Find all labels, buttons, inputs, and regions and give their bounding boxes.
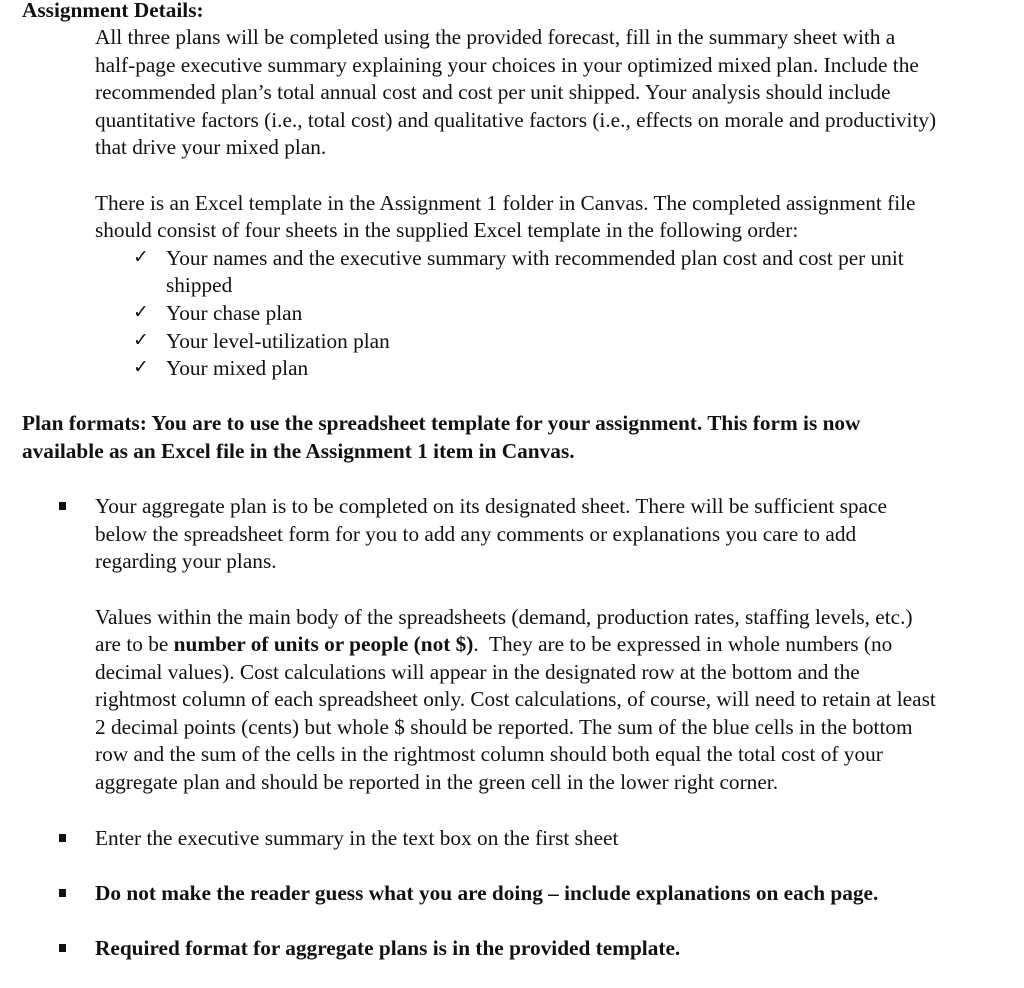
- paragraph-line-mixed: [95, 631, 892, 659]
- paragraph-line: rightmost column of each spreadsheet only. Cost calculations, of course, will need to retain at least: [95, 687, 936, 711]
- paragraph-line: Enter the executive summary in the text box on the first sheet: [95, 826, 619, 850]
- checklist-item-continuation: shipped: [166, 273, 233, 297]
- paragraph-line: row and the sum of the cells in the rightmost column should both equal the total cost of your: [95, 742, 883, 766]
- paragraph-line: should consist of four sheets in the supplied Excel template in the following order:: [95, 218, 799, 242]
- checklist-item: Your level-utilization plan: [166, 329, 390, 353]
- paragraph-line: quantitative factors (i.e., total cost) and qualitative factors (i.e., effects on morale and productivity): [95, 108, 937, 132]
- paragraph-line: Plan formats: You are to use the spreadsheet template for your assignment. This form is now: [22, 411, 861, 435]
- paragraph-line: recommended plan’s total annual cost and cost per unit shipped. Your analysis should include: [95, 80, 891, 104]
- checkmark-icon: ✓: [133, 246, 149, 268]
- paragraph-line: that drive your mixed plan.: [95, 135, 327, 159]
- checklist-item: Your mixed plan: [166, 356, 309, 380]
- paragraph-line: Required format for aggregate plans is in the provided template.: [95, 936, 681, 960]
- paragraph-line: half-page executive summary explaining your choices in your optimized mixed plan. Include the: [95, 53, 919, 77]
- paragraph-line: decimal values). Cost calculations will appear in the designated row at the bottom and the: [95, 660, 860, 684]
- paragraph-line: aggregate plan and should be reported in the green cell in the lower right corner.: [95, 770, 779, 794]
- checkmark-icon: ✓: [133, 356, 149, 378]
- paragraph-line: Your aggregate plan is to be completed on its designated sheet. There will be sufficient space: [95, 494, 887, 518]
- paragraph-line: All three plans will be completed using the provided forecast, fill in the summary sheet with a: [95, 25, 896, 49]
- checklist-item: Your names and the executive summary with recommended plan cost and cost per unit: [166, 246, 904, 270]
- square-bullet-icon: [59, 889, 66, 897]
- square-bullet-icon: [59, 502, 66, 510]
- paragraph-line: available as an Excel file in the Assignment 1 item in Canvas.: [22, 439, 575, 463]
- paragraph-line: regarding your plans.: [95, 549, 277, 573]
- paragraph-line: below the spreadsheet form for you to add any comments or explanations you care to add: [95, 522, 857, 546]
- text-run: are to be: [95, 632, 174, 656]
- square-bullet-icon: [59, 944, 66, 952]
- checklist-item: Your chase plan: [166, 301, 303, 325]
- paragraph-line: There is an Excel template in the Assignment 1 folder in Canvas. The completed assignment file: [95, 191, 916, 215]
- section-heading: Assignment Details:: [22, 0, 204, 22]
- paragraph-line: Values within the main body of the spreadsheets (demand, production rates, staffing levels, etc.): [95, 605, 913, 629]
- paragraph-line: Do not make the reader guess what you are doing – include explanations on each page.: [95, 881, 879, 905]
- checkmark-icon: ✓: [133, 301, 149, 323]
- checkmark-icon: ✓: [133, 329, 149, 351]
- square-bullet-icon: [59, 834, 66, 842]
- text-run: . They are to be expressed in whole numbers (no: [473, 632, 893, 656]
- emphasis-text: number of units or people (not $): [173, 632, 474, 656]
- paragraph-line: 2 decimal points (cents) but whole $ should be reported. The sum of the blue cells in the bottom: [95, 715, 913, 739]
